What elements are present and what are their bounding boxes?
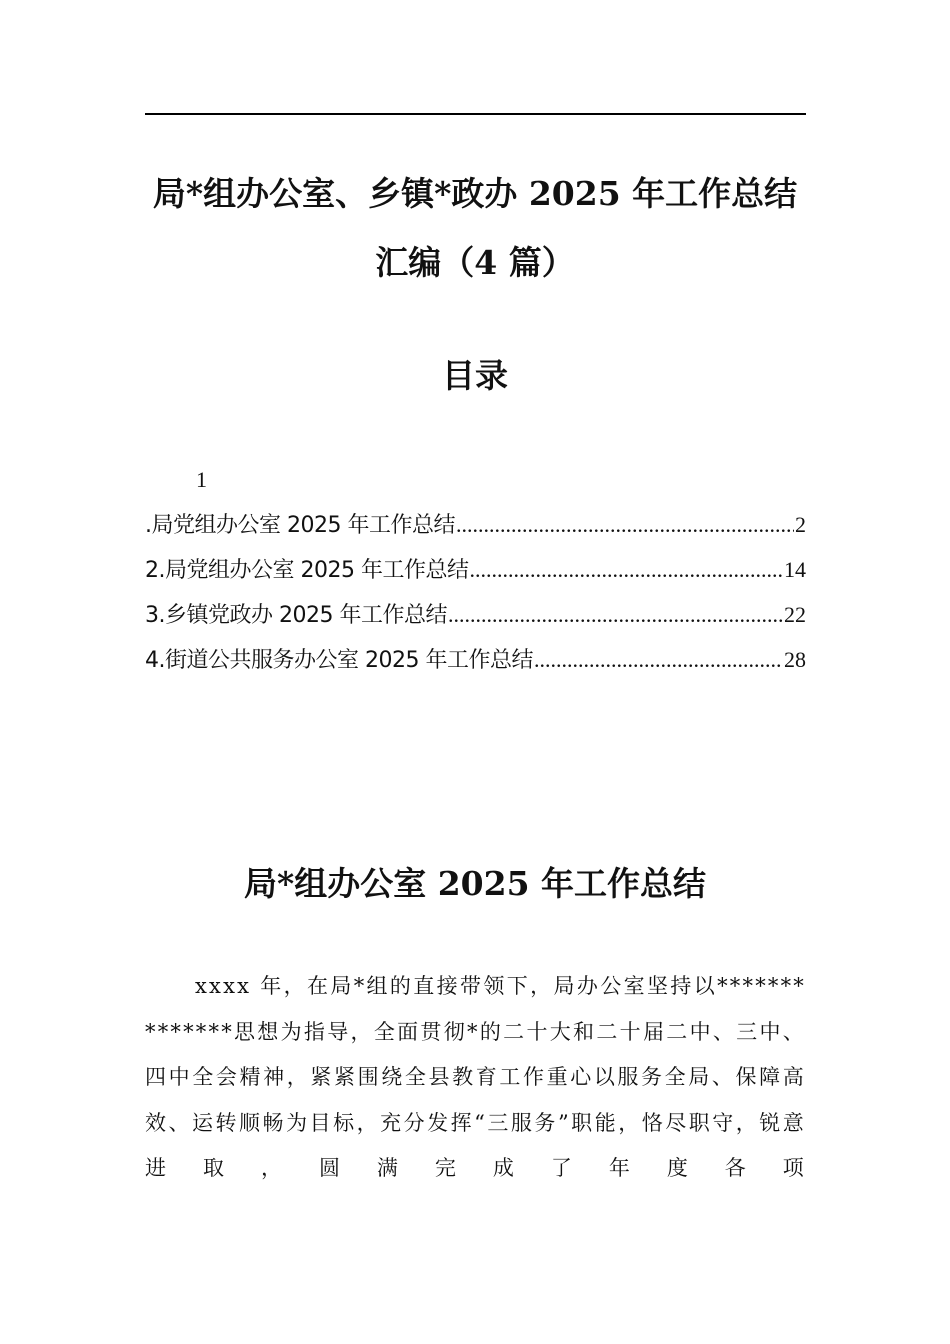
toc-dot-leader bbox=[469, 555, 783, 585]
toc-dot-leader bbox=[456, 510, 794, 540]
toc-dot-leader bbox=[534, 645, 783, 675]
toc-item-page: 22 bbox=[784, 602, 806, 627]
document-title-line-1: 局*组办公室、乡镇*政办 2025 年工作总结 bbox=[152, 174, 798, 213]
toc-item-title: 4.街道公共服务办公室 2025 年工作总结 bbox=[145, 648, 533, 673]
toc-item-page: 2 bbox=[795, 512, 806, 537]
table-of-contents bbox=[145, 510, 806, 690]
body-paragraph: xxxx 年，在局*组的直接带领下，局办公室坚持以**************思想为指导，全面贯彻*的二十大和二十届二中、三中、四中全会精神，紧紧围绕全县教育工作重心以服务全局、保障高效、运转顺畅为目标，充分发挥“三服务”职能，恪尽职守，锐意进取，圆满完成了年度各项 bbox=[145, 974, 806, 1180]
document-title-line-2: 汇编（4 篇） bbox=[375, 243, 575, 282]
header-rule bbox=[145, 113, 806, 115]
toc-item-title: 2.局党组办公室 2025 年工作总结 bbox=[145, 558, 469, 583]
toc-item-1-number: 1 bbox=[196, 467, 207, 492]
toc-item-title: .局党组办公室 2025 年工作总结 bbox=[145, 513, 455, 538]
toc-dot-leader bbox=[448, 600, 783, 630]
toc-item[interactable] bbox=[145, 555, 806, 600]
toc-item[interactable] bbox=[145, 600, 806, 645]
toc-item-title: 3.乡镇党政办 2025 年工作总结 bbox=[145, 603, 447, 628]
toc-item[interactable] bbox=[145, 510, 806, 555]
toc-item-page: 14 bbox=[784, 557, 806, 582]
section-title: 局*组办公室 2025 年工作总结 bbox=[243, 864, 707, 903]
toc-item-page: 28 bbox=[784, 647, 806, 672]
toc-heading: 目录 bbox=[442, 356, 508, 395]
toc-item[interactable] bbox=[145, 645, 806, 690]
